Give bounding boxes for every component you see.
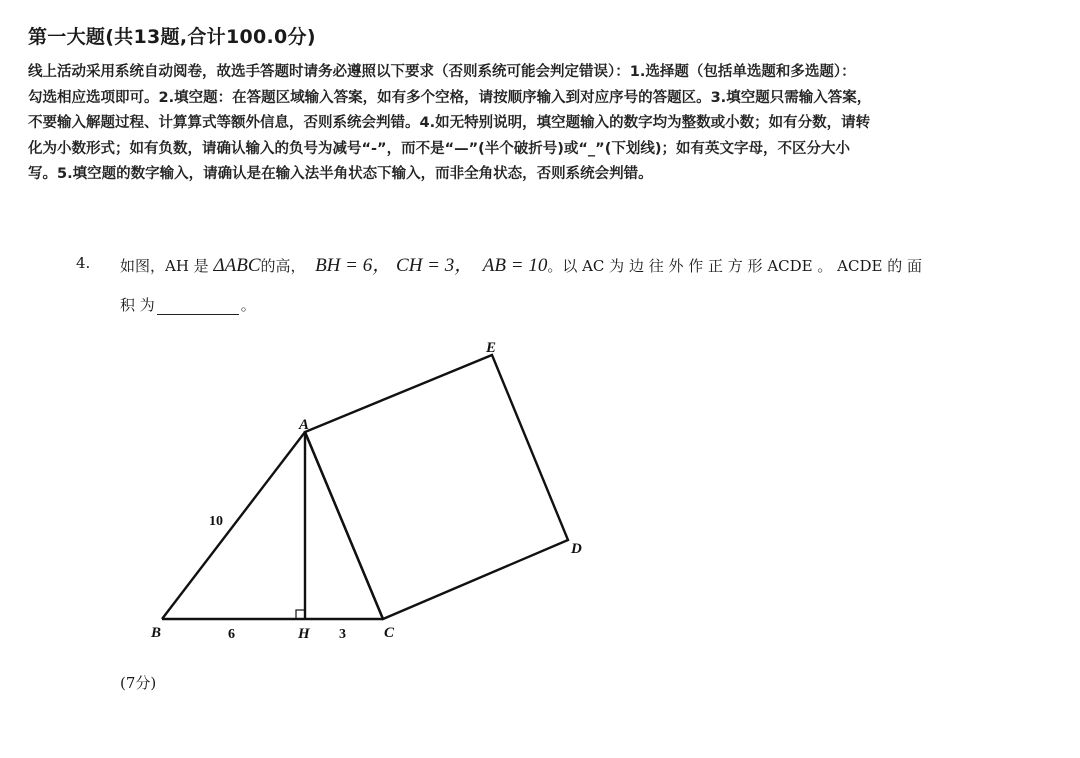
segment-ab (162, 432, 305, 619)
question-prefix: 如图，AH 是 (120, 257, 209, 275)
vertex-label-h: H (298, 626, 310, 642)
question-suffix: 。以 AC 为 边 往 外 作 正 方 形 ACDE 。 ACDE 的 面 (547, 257, 922, 275)
question-mid: 的高， (260, 257, 306, 275)
question-number: 4. (76, 254, 91, 272)
vertex-label-a: A (299, 417, 310, 433)
length-label-hc: 3 (339, 627, 346, 642)
triangle-symbol: ΔABC (213, 255, 261, 276)
instruction-line: 不要输入解题过程、计算算式等额外信息，否则系统会判错。4.如无特别说明，填空题输入的数字均为整数或小数；如有分数，请转 (28, 115, 871, 131)
vertex-label-e: E (486, 340, 497, 356)
section-title: 第一大题(共13题,合计100.0分) (28, 26, 316, 48)
bh-equation: BH = 6， (315, 255, 392, 276)
ch-equation: CH = 3， (396, 255, 474, 276)
instruction-line: 线上活动采用系统自动阅卷，故选手答题时请务必遵照以下要求（否则系统可能会判定错误）：1.选择题（包括单选题和多选题）： (28, 64, 856, 80)
length-label-bh: 6 (228, 627, 235, 642)
vertex-label-d: D (571, 541, 582, 557)
vertex-label-c: C (384, 625, 395, 641)
vertex-label-b: B (151, 625, 162, 641)
square-acde (305, 355, 568, 619)
question-line2-prefix: 积 为 (120, 296, 155, 314)
instruction-line: 勾选相应选项即可。2.填空题：在答题区域输入答案，如有多个空格，请按顺序输入到对应序号的答题区。3.填空题只需输入答案， (28, 89, 872, 106)
ab-equation: AB = 10 (482, 255, 548, 276)
points-label: (7分) (120, 674, 157, 692)
instruction-line: 化为小数形式；如有负数，请确认输入的负号为减号“-”，而不是“—”(半个破折号)或“_”(下划线)；如有英文字母，不区分大小 (28, 140, 850, 157)
right-angle-mark (296, 610, 305, 619)
instruction-line: 写。5.填空题的数字输入，请确认是在输入法半角状态下输入，而非全角状态，否则系统会判错。 (28, 166, 653, 182)
length-label-ab: 10 (209, 514, 223, 529)
question-line2-suffix: 。 (240, 296, 256, 314)
